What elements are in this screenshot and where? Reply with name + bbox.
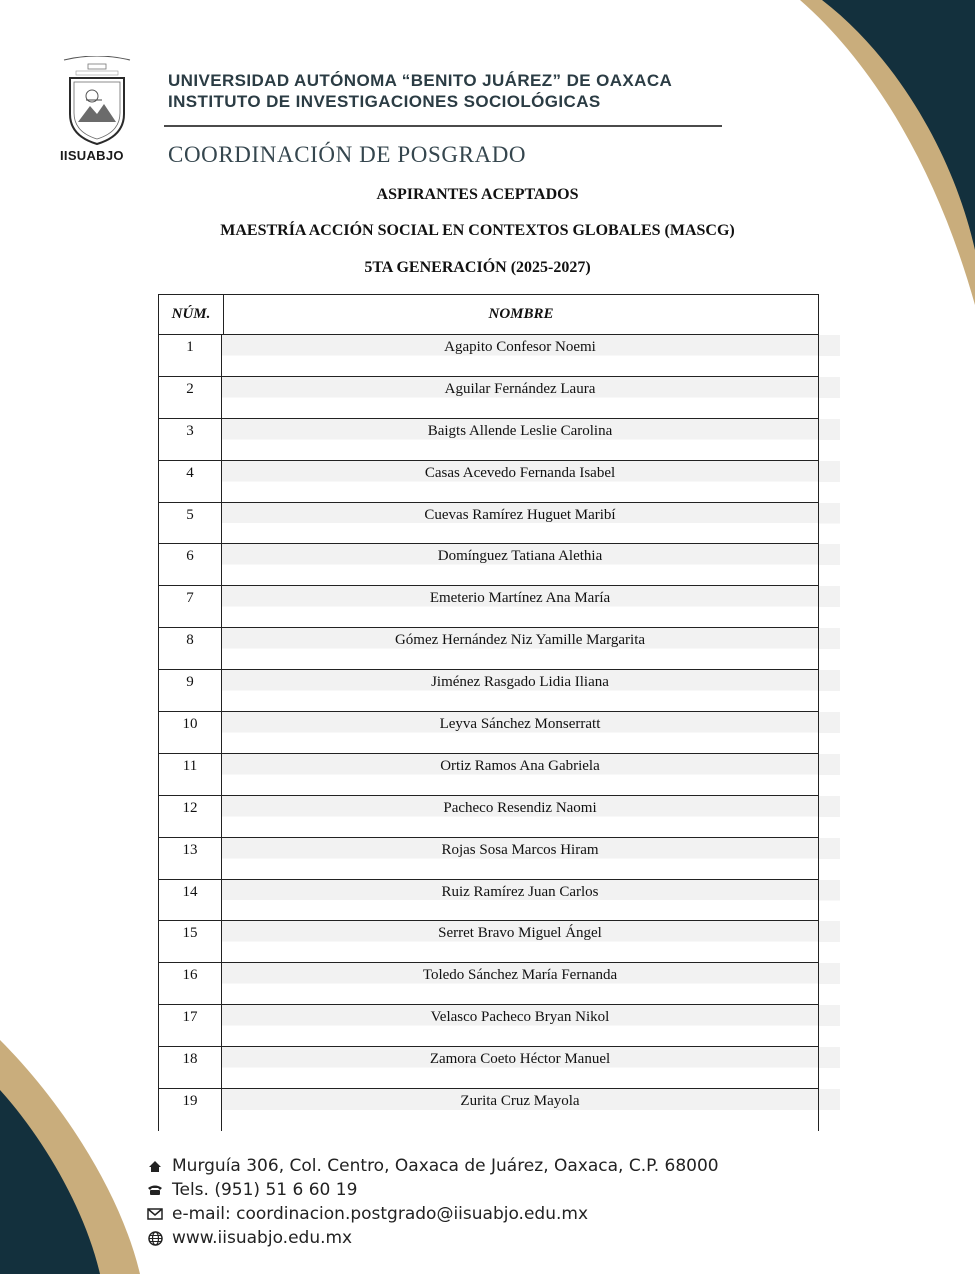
row-shading-extension — [819, 503, 840, 545]
table-row — [158, 461, 840, 503]
applicant-name: Domínguez Tatiana Alethia — [222, 544, 819, 586]
table-row — [158, 335, 840, 377]
bottom-left-navy-shape — [0, 1090, 100, 1274]
applicant-name: Serret Bravo Miguel Ángel — [222, 921, 819, 963]
row-number: 4 — [158, 461, 222, 503]
row-number: 19 — [158, 1089, 222, 1131]
address-text: Murguía 306, Col. Centro, Oaxaca de Juárez, Oaxaca, C.P. 68000 — [172, 1156, 719, 1176]
row-shading-extension — [819, 754, 840, 796]
footer-email — [146, 1202, 719, 1226]
table-row — [158, 1047, 840, 1089]
applicant-name: Jiménez Rasgado Lidia Iliana — [222, 670, 819, 712]
table-row — [158, 628, 840, 670]
table-row — [158, 838, 840, 880]
row-shading-extension — [819, 880, 840, 922]
header-num: NÚM. — [159, 295, 224, 334]
table-row — [158, 1005, 840, 1047]
applicant-name: Ortiz Ramos Ana Gabriela — [222, 754, 819, 796]
applicant-name: Leyva Sánchez Monserratt — [222, 712, 819, 754]
table-row — [158, 586, 840, 628]
row-shading-extension — [819, 1089, 840, 1131]
header-divider — [164, 125, 722, 127]
institute-name: INSTITUTO DE INVESTIGACIONES SOCIOLÓGICAS — [168, 92, 601, 111]
row-shading-extension — [819, 670, 840, 712]
phone-text: Tels. (951) 51 6 60 19 — [172, 1180, 358, 1200]
row-number: 11 — [158, 754, 222, 796]
table-row — [158, 377, 840, 419]
row-number: 6 — [158, 544, 222, 586]
footer-phone — [146, 1178, 719, 1202]
seal-label: IISUABJO — [60, 148, 124, 163]
row-shading-extension — [819, 419, 840, 461]
row-number: 10 — [158, 712, 222, 754]
table-row — [158, 921, 840, 963]
row-number: 17 — [158, 1005, 222, 1047]
footer-address — [146, 1154, 719, 1178]
table-row — [158, 712, 840, 754]
phone-icon — [146, 1184, 164, 1196]
table-row — [158, 963, 840, 1005]
table-row — [158, 670, 840, 712]
applicant-name: Zurita Cruz Mayola — [222, 1089, 819, 1131]
applicant-name: Ruiz Ramírez Juan Carlos — [222, 880, 819, 922]
row-shading-extension — [819, 628, 840, 670]
top-right-navy-shape — [822, 0, 975, 250]
row-shading-extension — [819, 377, 840, 419]
table-row — [158, 880, 840, 922]
row-number: 5 — [158, 503, 222, 545]
row-number: 3 — [158, 419, 222, 461]
row-shading-extension — [819, 461, 840, 503]
applicant-name: Emeterio Martínez Ana María — [222, 586, 819, 628]
table-row — [158, 544, 840, 586]
website-link[interactable]: www.iisuabjo.edu.mx — [172, 1228, 353, 1248]
applicant-name: Agapito Confesor Noemi — [222, 335, 819, 377]
globe-icon — [146, 1231, 164, 1246]
applicant-name: Rojas Sosa Marcos Hiram — [222, 838, 819, 880]
row-number: 12 — [158, 796, 222, 838]
table-header-row — [158, 294, 819, 335]
table-row — [158, 419, 840, 461]
applicant-name: Toledo Sánchez María Fernanda — [222, 963, 819, 1005]
table-row — [158, 1089, 840, 1131]
applicant-name: Cuevas Ramírez Huguet Maribí — [222, 503, 819, 545]
row-shading-extension — [819, 544, 840, 586]
university-name: UNIVERSIDAD AUTÓNOMA “BENITO JUÁREZ” DE OAXACA — [168, 71, 673, 90]
row-shading-extension — [819, 963, 840, 1005]
row-number: 15 — [158, 921, 222, 963]
table-body — [158, 335, 840, 1131]
row-number: 16 — [158, 963, 222, 1005]
header-name: NOMBRE — [488, 306, 554, 322]
row-number: 1 — [158, 335, 222, 377]
table-row — [158, 754, 840, 796]
row-number: 14 — [158, 880, 222, 922]
table-row — [158, 503, 840, 545]
row-shading-extension — [819, 796, 840, 838]
applicant-name: Gómez Hernández Niz Yamille Margarita — [222, 628, 819, 670]
row-shading-extension — [819, 838, 840, 880]
generation-title: 5TA GENERACIÓN (2025-2027) — [364, 259, 591, 276]
row-shading-extension — [819, 586, 840, 628]
row-number: 8 — [158, 628, 222, 670]
bottom-left-gold-swoosh — [0, 1040, 140, 1274]
applicant-name: Pacheco Resendiz Naomi — [222, 796, 819, 838]
row-number: 7 — [158, 586, 222, 628]
program-title: MAESTRÍA ACCIÓN SOCIAL EN CONTEXTOS GLOBALES (MASCG) — [220, 222, 735, 239]
accepted-applicants-table — [158, 294, 840, 1131]
envelope-icon — [146, 1208, 164, 1220]
coordination-title: COORDINACIÓN DE POSGRADO — [168, 142, 527, 167]
row-shading-extension — [819, 1005, 840, 1047]
applicant-name: Zamora Coeto Héctor Manuel — [222, 1047, 819, 1089]
email-link[interactable]: e-mail: coordinacion.postgrado@iisuabjo.edu.mx — [172, 1204, 589, 1224]
footer-contact — [146, 1154, 719, 1250]
table-row — [158, 796, 840, 838]
applicant-name: Aguilar Fernández Laura — [222, 377, 819, 419]
row-shading-extension — [819, 921, 840, 963]
row-number: 13 — [158, 838, 222, 880]
row-shading-extension — [819, 1047, 840, 1089]
row-number: 2 — [158, 377, 222, 419]
row-shading-extension — [819, 712, 840, 754]
applicant-name: Casas Acevedo Fernanda Isabel — [222, 461, 819, 503]
footer-web — [146, 1226, 719, 1250]
university-seal-logo — [56, 56, 138, 148]
home-icon — [146, 1160, 164, 1173]
row-number: 18 — [158, 1047, 222, 1089]
row-number: 9 — [158, 670, 222, 712]
row-shading-extension — [819, 335, 840, 377]
applicant-name: Velasco Pacheco Bryan Nikol — [222, 1005, 819, 1047]
document-title: ASPIRANTES ACEPTADOS — [376, 186, 579, 203]
applicant-name: Baigts Allende Leslie Carolina — [222, 419, 819, 461]
